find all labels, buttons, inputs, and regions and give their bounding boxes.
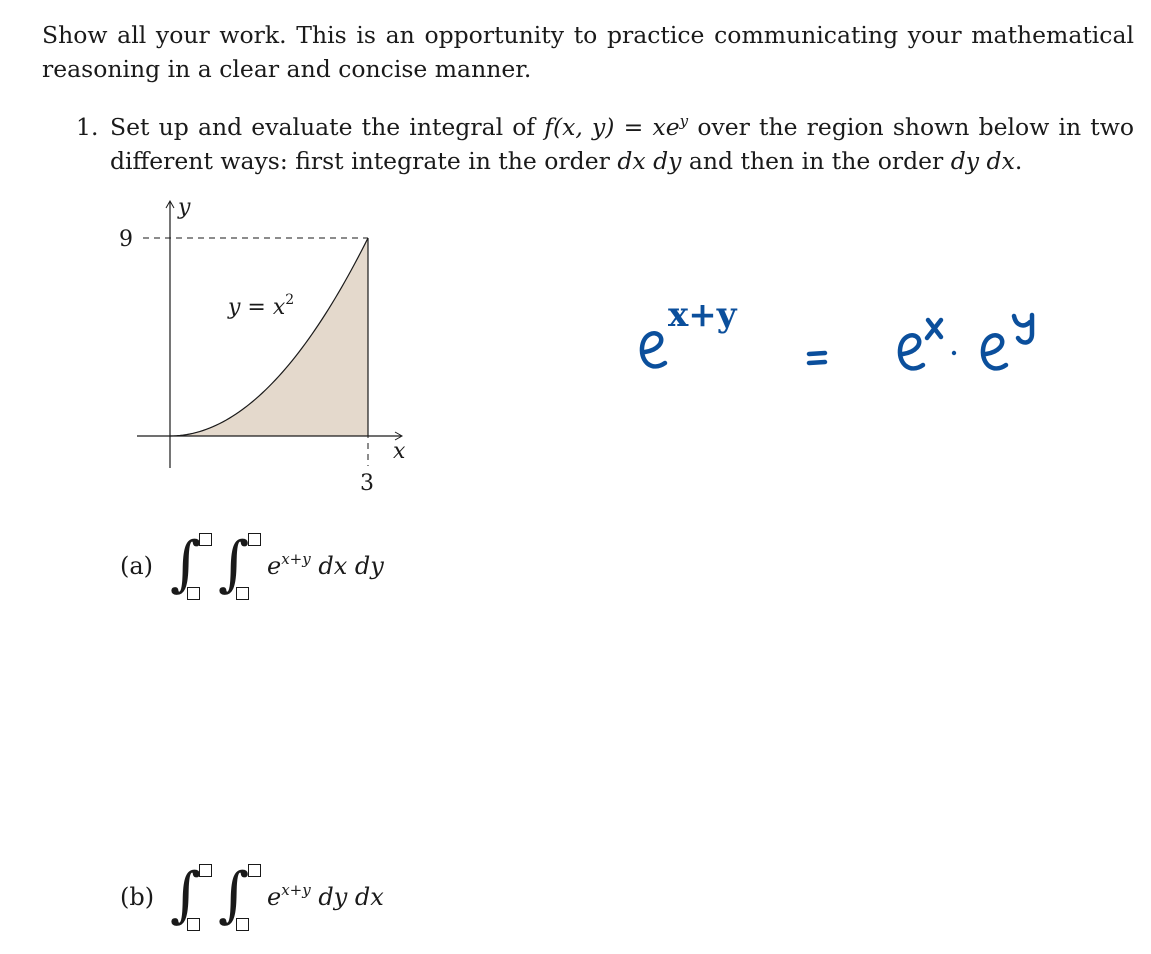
handwritten-equals: [809, 353, 825, 363]
inner-lower-limit-box[interactable]: [236, 918, 249, 931]
handwritten-e-stroke: [983, 335, 1006, 368]
differentials-b: dy dx: [318, 883, 384, 911]
handwritten-dot: [952, 351, 956, 355]
integral-sign-inner: ∫: [218, 529, 250, 599]
y-axis-label: y: [178, 195, 191, 220]
curve-label-exponent: 2: [285, 292, 295, 308]
handwritten-e-stroke: [900, 335, 923, 368]
integral-sign-outer: ∫: [170, 860, 202, 930]
handwritten-lhs-exponent: x+y: [668, 295, 737, 335]
integral-sign-outer: ∫: [170, 529, 202, 599]
integration-order-1: dx dy: [617, 147, 682, 175]
question-text-part: and then in the order: [681, 147, 951, 175]
integrand-exponent: x+y: [281, 550, 311, 568]
equals-sign: =: [614, 113, 653, 141]
outer-lower-limit-box[interactable]: [187, 587, 200, 600]
function-exponent: y: [679, 112, 689, 130]
question-text-part: Set up and evaluate the integral of: [110, 113, 545, 141]
handwritten-e-stroke: [642, 333, 665, 366]
outer-upper-limit-box[interactable]: [199, 864, 212, 877]
integrand-b: [267, 883, 384, 911]
curve-label-text: y = x: [228, 295, 286, 320]
question-number: 1.: [76, 113, 99, 141]
integrand-base: e: [267, 883, 282, 911]
integrand-exponent: x+y: [281, 881, 311, 899]
function-name: f(x, y): [544, 113, 615, 141]
question-text-part: .: [1014, 147, 1023, 175]
y-tick-label: 9: [119, 227, 133, 252]
outer-upper-limit-box[interactable]: [199, 533, 212, 546]
function-expression: xe: [652, 113, 680, 141]
handwritten-x-exponent: [927, 320, 941, 338]
handwritten-y-exponent: [1014, 315, 1032, 343]
inner-lower-limit-box[interactable]: [236, 587, 249, 600]
question-text-part: over the region shown below in two different ways: first integrate in the order: [110, 113, 1134, 175]
integral-sign-inner: ∫: [218, 860, 250, 930]
outer-lower-limit-box[interactable]: [187, 918, 200, 931]
inner-upper-limit-box[interactable]: [248, 533, 261, 546]
inner-upper-limit-box[interactable]: [248, 864, 261, 877]
integrand-base: e: [267, 552, 282, 580]
integration-order-2: dy dx: [950, 147, 1015, 175]
x-tick-label: 3: [360, 471, 374, 496]
part-label-a: (a): [120, 552, 154, 580]
instructions-text: Show all your work. This is an opportunity to practice communicating your mathematical reasoning in a clear and concise manner.: [42, 21, 1134, 83]
integrand-a: [267, 552, 384, 580]
x-axis-label: x: [393, 439, 406, 464]
differentials-a: dx dy: [318, 552, 384, 580]
part-label-b: (b): [120, 883, 155, 911]
